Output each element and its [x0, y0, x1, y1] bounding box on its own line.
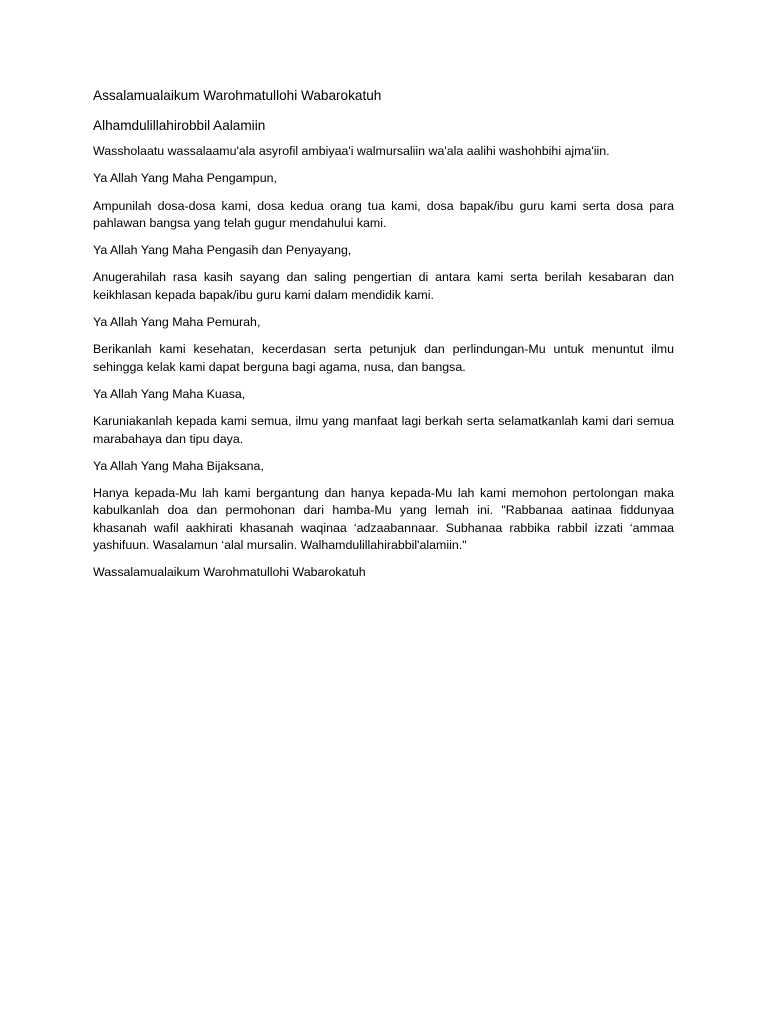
invocation-address: Ya Allah Yang Maha Bijaksana,	[93, 458, 264, 473]
invocation-address: Ya Allah Yang Maha Pemurah,	[93, 315, 261, 330]
praise-line: Alhamdulillahirobbil Aalamiin	[93, 118, 266, 133]
invocation-address: Ya Allah Yang Maha Pengasih dan Penyayang,	[93, 243, 352, 258]
invocation-supplication: Hanya kepada-Mu lah kami bergantung dan hanya kepada-Mu lah kami memohon pertolongan maka kabulkanlah doa dan permohonan dari hamba-Mu yang lemah ini. "Rabbanaa aatinaa fiddunyaa khasanah wafil aakhirati khasanah waqinaa ‘adzaabannaar. Subhanaa rabbika rabbil izzati ‘ammaa yashifuun. Wasalamun ‘alal mursalin. Walhamdulillahirabbil'alamiin."	[93, 486, 674, 553]
closing-greeting: Wassalamualaikum Warohmatullohi Wabarokatuh	[93, 565, 366, 580]
opening-greeting: Assalamualaikum Warohmatullohi Wabarokatuh	[93, 88, 382, 103]
invocation-supplication: Ampunilah dosa-dosa kami, dosa kedua orang tua kami, dosa bapak/ibu guru kami serta dosa para pahlawan bangsa yang telah gugur mendahului kami.	[93, 198, 674, 230]
invocation-address: Ya Allah Yang Maha Pengampun,	[93, 171, 277, 186]
salawat-line: Wassholaatu wassalaamu'ala asyrofil ambiyaa'i walmursaliin wa'ala aalihi washohbihi ajma'iin.	[93, 144, 610, 158]
document-page	[93, 86, 674, 582]
invocation-supplication: Anugerahilah rasa kasih sayang dan saling pengertian di antara kami serta berilah kesabaran dan keikhlasan kepada bapak/ibu guru kami dalam mendidik kami.	[93, 270, 674, 302]
invocation-address: Ya Allah Yang Maha Kuasa,	[93, 386, 246, 401]
invocation-supplication: Karuniakanlah kepada kami semua, ilmu yang manfaat lagi berkah serta selamatkanlah kami dari semua marabahaya dan tipu daya.	[93, 414, 674, 446]
invocation-supplication: Berikanlah kami kesehatan, kecerdasan serta petunjuk dan perlindungan-Mu untuk menuntut ilmu sehingga kelak kami dapat berguna bagi agama, nusa, dan bangsa.	[93, 342, 674, 374]
